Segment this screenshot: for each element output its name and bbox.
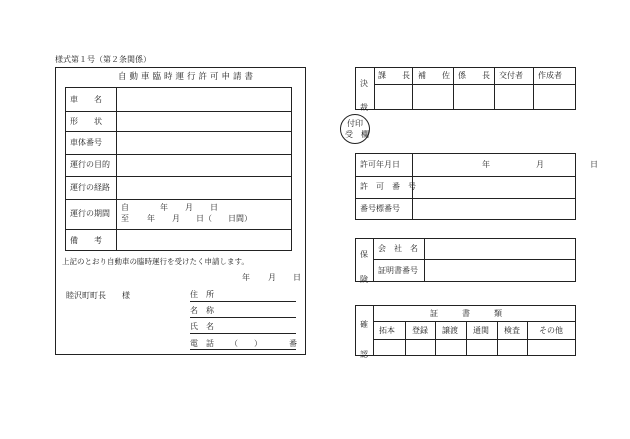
approval-stamp-deputy[interactable] xyxy=(414,86,452,108)
application-date-year: 年 xyxy=(242,273,250,282)
approval-col-subsection-chief: 係 長 xyxy=(458,71,490,80)
applicant-org-field[interactable] xyxy=(190,317,296,318)
confirmation-header: 証 書 類 xyxy=(430,309,502,318)
approval-stamp-creator[interactable] xyxy=(535,86,575,108)
approval-col-section-chief: 課 長 xyxy=(378,71,410,80)
doc-col-transfer: 譲渡 xyxy=(442,326,458,335)
period-days-count: （ 日間） xyxy=(204,214,252,223)
applicant-name-label: 氏 名 xyxy=(190,322,214,331)
applicant-phone-paren: （ ） xyxy=(230,339,262,348)
approval-col-issuer: 交付者 xyxy=(499,71,523,80)
application-statement: 上記のとおり自動車の臨時運行を受けたく申請します。 xyxy=(62,257,249,266)
application-date-day: 日 xyxy=(293,273,301,282)
vehicle-name-label: 車 名 xyxy=(70,95,102,104)
approval-stamp-issuer[interactable] xyxy=(496,86,532,108)
remarks-label: 備 考 xyxy=(70,236,102,245)
permit-date-value[interactable]: 年 月 日 xyxy=(482,160,608,169)
approval-row-label: 決裁 xyxy=(360,79,368,112)
form-number-label: 様式第１号（第２条関係） xyxy=(55,55,151,64)
period-to-month: 月 xyxy=(172,214,180,223)
chassis-number-label: 車体番号 xyxy=(70,138,102,147)
addressee: 睦沢町町長 様 xyxy=(66,291,130,300)
approval-stamp-section-chief[interactable] xyxy=(376,86,411,108)
period-from-year: 年 xyxy=(160,203,168,212)
approval-col-creator: 作成者 xyxy=(538,71,562,80)
vehicle-name-field[interactable] xyxy=(118,89,290,109)
operation-route-field[interactable] xyxy=(118,178,290,197)
permit-date-label: 許可年月日 xyxy=(360,160,400,169)
period-from-prefix: 自 xyxy=(121,203,129,212)
operation-period-label: 運行の期間 xyxy=(70,209,110,218)
applicant-address-field[interactable] xyxy=(190,301,296,302)
application-date-month: 月 xyxy=(268,273,276,282)
doc-check-rubbing[interactable] xyxy=(375,341,404,355)
approval-col-deputy: 補 佐 xyxy=(418,71,450,80)
applicant-phone-field[interactable] xyxy=(190,349,296,350)
doc-col-inspection: 検査 xyxy=(504,326,520,335)
applicant-name-field[interactable] xyxy=(190,333,296,334)
doc-check-customs[interactable] xyxy=(468,341,496,355)
insurance-row-label: 保険 xyxy=(360,250,368,284)
insurance-company-label: 会 社 名 xyxy=(378,244,418,253)
applicant-org-label: 名 称 xyxy=(190,306,214,315)
applicant-address-label: 住 所 xyxy=(190,290,214,299)
operation-route-label: 運行の経路 xyxy=(70,183,110,192)
chassis-number-field[interactable] xyxy=(118,133,290,152)
doc-check-transfer[interactable] xyxy=(437,341,465,355)
doc-col-customs: 通関 xyxy=(473,326,489,335)
insurance-company-field[interactable] xyxy=(426,240,574,258)
applicant-phone-label: 電 話 xyxy=(190,339,214,348)
remarks-field[interactable] xyxy=(118,231,290,249)
applicant-phone-suffix: 番 xyxy=(289,339,297,348)
doc-check-other[interactable] xyxy=(529,341,575,355)
doc-check-inspection[interactable] xyxy=(499,341,526,355)
doc-col-rubbing: 拓本 xyxy=(379,326,395,335)
vehicle-shape-field[interactable] xyxy=(118,113,290,129)
doc-col-registration: 登録 xyxy=(412,326,428,335)
vehicle-shape-label: 形 状 xyxy=(70,117,102,126)
confirmation-row-label: 確認 xyxy=(360,320,368,359)
period-to-year: 年 xyxy=(147,214,155,223)
period-to-day: 日 xyxy=(196,214,204,223)
permit-number-label: 許 可 番 号 xyxy=(360,182,416,191)
permit-number-field[interactable] xyxy=(414,178,574,197)
certificate-number-label: 証明書番号 xyxy=(378,266,418,275)
period-from-month: 月 xyxy=(185,203,193,212)
operation-purpose-label: 運行の目的 xyxy=(70,160,110,169)
plate-number-label: 番号標番号 xyxy=(360,204,400,213)
certificate-number-field[interactable] xyxy=(426,261,574,280)
doc-col-other: その他 xyxy=(539,326,563,335)
period-to-prefix: 至 xyxy=(121,214,129,223)
receipt-stamp-line1: 付印 xyxy=(347,119,363,128)
approval-stamp-subsection-chief[interactable] xyxy=(455,86,493,108)
plate-number-field[interactable] xyxy=(414,200,574,218)
operation-purpose-field[interactable] xyxy=(118,156,290,174)
period-from-day: 日 xyxy=(210,203,218,212)
receipt-stamp-line2: 受 欄 xyxy=(345,130,369,139)
application-title: 自動車臨時運行許可申請書 xyxy=(118,72,257,82)
doc-check-registration[interactable] xyxy=(407,341,434,355)
